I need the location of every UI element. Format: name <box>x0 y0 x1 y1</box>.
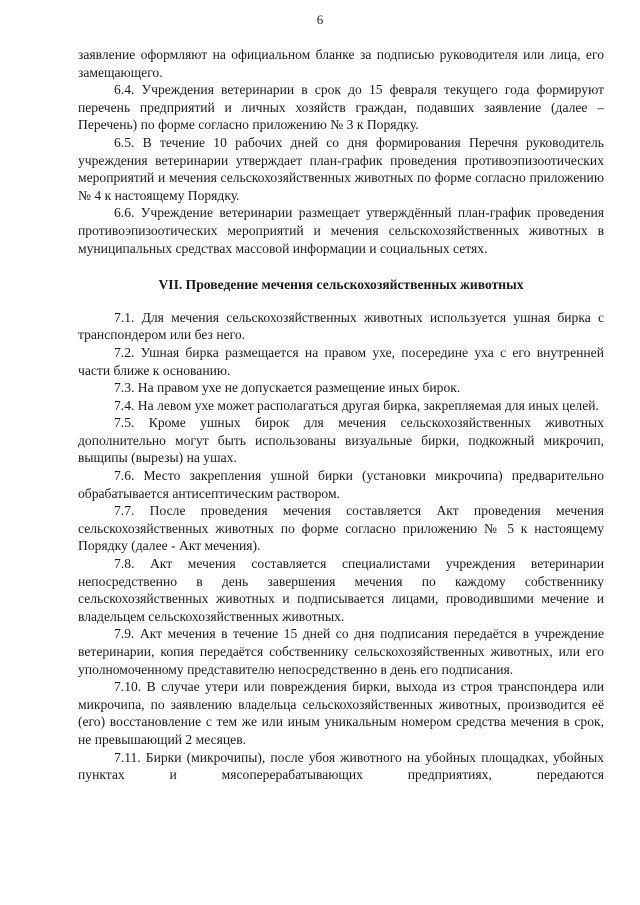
paragraph-7-9: 7.9. Акт мечения в течение 15 дней со дня подписания передаётся в учреждение ветеринарии, копия передаётся собственнику сельскохозяйственных животных, или его уполномоченному представителю непосредственно в день его подписания. <box>78 626 604 677</box>
paragraph-7-6: 7.6. Место закрепления ушной бирки (установки микрочипа) предварительно обрабатывается антисептическим раствором. <box>78 468 604 501</box>
paragraph-6-5: 6.5. В течение 10 рабочих дней со дня формирования Перечня руководитель учреждения ветеринарии утверждает план-график проведения противоэпизоотических мероприятий и мечения сельскохозяйственных животных по форме согласно приложению № 4 к настоящему Порядку. <box>78 134 604 203</box>
paragraph-6-6: 6.6. Учреждение ветеринарии размещает утверждённый план-график проведения противоэпизоотических мероприятий и мечения сельскохозяйственных животных в муниципальных средствах массовой информации и социальных сетях. <box>78 205 604 256</box>
paragraph-7-5: 7.5. Кроме ушных бирок для мечения сельскохозяйственных животных дополнительно могут быть использованы визуальные бирки, подкожный микрочип, выщипы (вырезы) на ушах. <box>78 415 604 466</box>
paragraph-7-4: 7.4. На левом ухе может располагаться другая бирка, закрепляемая для иных целей. <box>114 397 599 413</box>
paragraph-7-11: 7.11. Бирки (микрочипы), после убоя животного на убойных площадках, убойных пунктах и мясоперерабатывающих предприятиях, передаются <box>78 749 604 783</box>
page-number: 6 <box>316 12 324 27</box>
paragraph-7-7: 7.7. После проведения мечения составляется Акт проведения мечения сельскохозяйственных животных по форме согласно приложению № 5 к настоящему Порядку (далее - Акт мечения). <box>78 503 604 554</box>
paragraph-7-3: 7.3. На правом ухе не допускается размещение иных бирок. <box>114 380 461 396</box>
section-heading: VII. Проведение мечения сельскохозяйственных животных <box>158 277 524 293</box>
paragraph-7-10: 7.10. В случае утери или повреждения бирки, выхода из строя транспондера или микрочипа, по заявлению владельца сельскохозяйственных животных, производится её (его) восстановление с тем же или иным уникальным номером средства мечения в срок, не превышающий 2 месяцев. <box>78 679 604 747</box>
paragraph-7-8: 7.8. Акт мечения составляется специалистами учреждения ветеринарии непосредственно в день завершения мечения по каждому собственнику сельскохозяйственных животных и подписывается лицами, проводившими мечение и владельцем сельскохозяйственных животных. <box>78 556 604 624</box>
paragraph-6-4: 6.4. Учреждения ветеринарии в срок до 15 февраля текущего года формируют перечень предприятий и личных хозяйств граждан, подавших заявление (далее – Перечень) по форме согласно приложению № 3 к Порядку. <box>78 82 604 133</box>
document-body <box>78 46 604 784</box>
paragraph-continuation: заявление оформляют на официальном бланке за подписью руководителя или лица, его замещающего. <box>78 47 604 80</box>
paragraph-7-1: 7.1. Для мечения сельскохозяйственных животных используется ушная бирка с транспондером или без него. <box>78 309 604 343</box>
paragraph-7-2: 7.2. Ушная бирка размещается на правом ухе, посередине уха с его внутренней части ближе к основанию. <box>78 344 604 378</box>
